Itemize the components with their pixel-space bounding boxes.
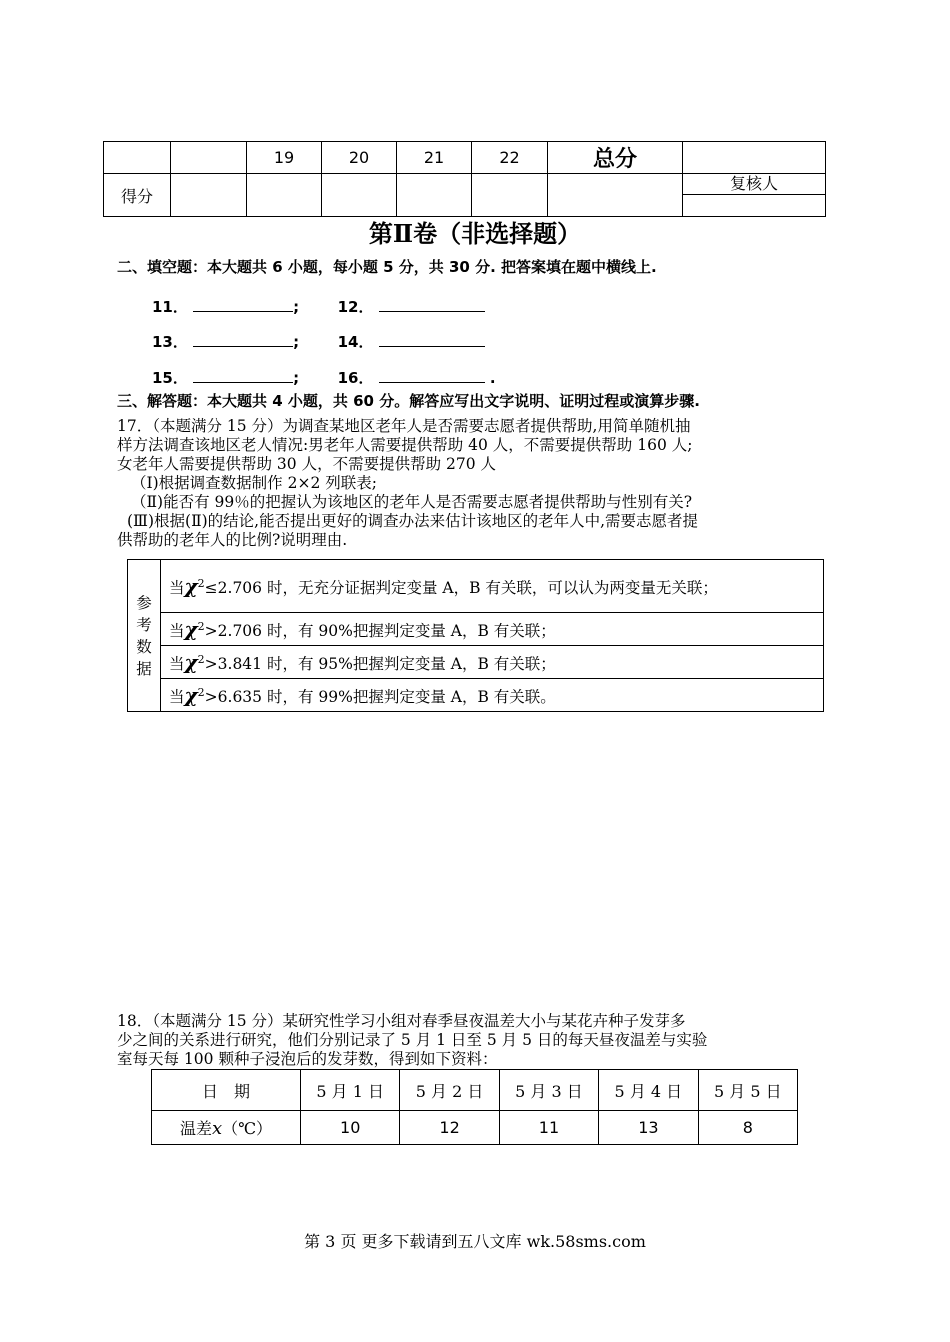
blank-number: 13． xyxy=(152,333,188,351)
answer-blank[interactable] xyxy=(193,331,293,347)
data-table xyxy=(151,1069,798,1145)
blank-sep: ; xyxy=(293,333,300,351)
temp-diff-value: 12 xyxy=(400,1111,499,1145)
score-table xyxy=(103,141,826,217)
answer-blank[interactable] xyxy=(193,367,293,383)
score-header-21: 21 xyxy=(397,142,472,174)
q17-line: 女老年人需要提供帮助 30 人，不需要提供帮助 270 人 xyxy=(117,455,497,473)
score-input-cell[interactable] xyxy=(322,174,397,217)
reference-row: 当$\chi^2\le 2.706$ 时，无充分证据判定变量 A，B 有关联，可以认为两变量无关联； xyxy=(161,560,824,613)
question-18 xyxy=(117,1012,837,1069)
score-cell xyxy=(683,142,826,174)
q17-part-1: （Ⅰ)根据调查数据制作 2×2 列联表; xyxy=(131,474,377,492)
score-input-cell[interactable] xyxy=(548,174,683,217)
score-header-19: 19 xyxy=(247,142,322,174)
reviewer-label: 复核人 xyxy=(683,174,825,195)
answer-blank[interactable] xyxy=(379,296,485,312)
q17-line: 供帮助的老年人的比例?说明理由. xyxy=(117,531,348,549)
reference-row: 当$\chi^2>3.841$ 时，有 95%把握判定变量 A，B 有关联； xyxy=(161,646,824,679)
q18-line: 少之间的关系进行研究，他们分别记录了 5 月 1 日至 5 月 5 日的每天昼夜温差与实验 xyxy=(117,1031,708,1049)
solve-heading: 三、解答题：本大题共 4 小题，共 60 分。解答应写出文字说明、证明过程或演算步骤. xyxy=(117,392,700,410)
fill-in-heading: 二、填空题：本大题共 6 小题，每小题 5 分，共 30 分. 把答案填在题中横线上. xyxy=(117,258,657,276)
score-input-cell[interactable] xyxy=(472,174,548,217)
date-header-label: 日 期 xyxy=(152,1070,301,1111)
blank-sep: ; xyxy=(293,369,300,387)
q17-part-3: (Ⅲ)根据(Ⅱ)的结论,能否提出更好的调查办法来估计该地区的老年人中,需要志愿者提 xyxy=(127,512,699,530)
blank-sep: ; xyxy=(293,298,300,316)
score-cell xyxy=(104,142,171,174)
blank-number: 14． xyxy=(337,333,374,351)
date-cell: 5 月 5 日 xyxy=(698,1070,797,1111)
blank-number: 16． xyxy=(337,369,374,387)
temp-diff-value: 10 xyxy=(301,1111,400,1145)
reference-row: 当$\chi^2>6.635$ 时，有 99%把握判定变量 A，B 有关联。 xyxy=(161,679,824,712)
score-cell xyxy=(171,142,247,174)
question-17 xyxy=(117,417,837,550)
blank-number: 15． xyxy=(152,369,188,387)
temp-diff-value: 8 xyxy=(698,1111,797,1145)
temp-diff-label: 温差x（℃） xyxy=(152,1111,301,1145)
section-title: 第Ⅱ卷（非选择题） xyxy=(368,219,582,248)
blank-number: 11． xyxy=(152,298,188,316)
score-input-cell[interactable] xyxy=(397,174,472,217)
score-header-20: 20 xyxy=(322,142,397,174)
blank-end: . xyxy=(489,369,496,387)
blank-row-2 xyxy=(152,331,485,352)
blank-number: 12． xyxy=(337,298,374,316)
q18-line: 18．（本题满分 15 分）某研究性学习小组对春季昼夜温差大小与某花卉种子发芽多 xyxy=(117,1012,686,1030)
answer-blank[interactable] xyxy=(193,296,293,312)
score-header-22: 22 xyxy=(472,142,548,174)
page-footer: 第 3 页 更多下载请到五八文库 wk.58sms.com xyxy=(304,1232,646,1251)
temp-diff-value: 13 xyxy=(599,1111,698,1145)
score-input-cell[interactable] xyxy=(247,174,322,217)
q17-line: 17．（本题满分 15 分）为调查某地区老年人是否需要志愿者提供帮助,用简单随机抽 xyxy=(117,417,691,435)
reference-label: 参考数据 xyxy=(128,560,161,712)
reference-table xyxy=(127,559,824,712)
date-cell: 5 月 2 日 xyxy=(400,1070,499,1111)
score-input-cell[interactable] xyxy=(171,174,247,217)
answer-blank[interactable] xyxy=(379,367,485,383)
q17-part-2: （Ⅱ)能否有 99％的把握认为该地区的老年人是否需要志愿者提供帮助与性别有关? xyxy=(131,493,693,511)
temp-diff-value: 11 xyxy=(499,1111,598,1145)
date-cell: 5 月 1 日 xyxy=(301,1070,400,1111)
blank-row-3 xyxy=(152,367,496,388)
date-cell: 5 月 3 日 xyxy=(499,1070,598,1111)
q17-line: 样方法调查该地区老人情况:男老年人需要提供帮助 40 人，不需要提供帮助 160 人; xyxy=(117,436,693,454)
blank-row-1 xyxy=(152,296,485,317)
score-total-label: 总分 xyxy=(548,142,683,174)
date-cell: 5 月 4 日 xyxy=(599,1070,698,1111)
reference-row: 当$\chi^2>2.706$ 时，有 90%把握判定变量 A，B 有关联； xyxy=(161,613,824,646)
q18-line: 室每天每 100 颗种子浸泡后的发芽数，得到如下资料： xyxy=(117,1050,498,1068)
answer-blank[interactable] xyxy=(379,331,485,347)
score-row-label: 得分 xyxy=(104,174,171,217)
reviewer-cell xyxy=(683,174,826,217)
